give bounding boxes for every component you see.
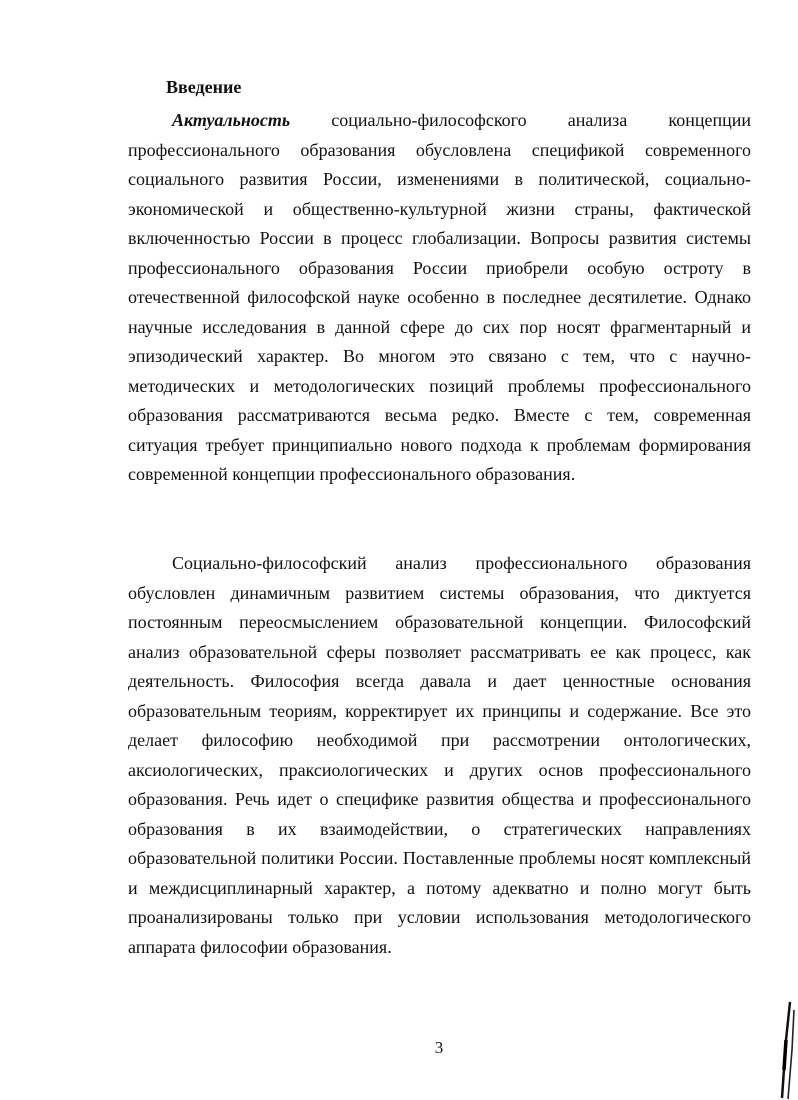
page-number: 3 — [434, 1038, 444, 1057]
paragraph-2 — [128, 549, 751, 962]
margin-scan-mark — [768, 1000, 798, 1100]
paragraph-1-text: социально-философского анализа концепции профессионального образования обусловлена спецификой современного социального развития России, изменениями в политической, социально-экономической и общественно-культурной жизни страны, фактической включенностью России в процесс глобализации. Вопросы развития системы профессионального образования России приобрели особую остроту в отечественной философской науке особенно в последнее десятилетие. Однако научные исследования в данной сфере до сих пор носят фрагментарный и эпизодический характер. Во многом это связано с тем, что с научно-методических и методологических позиций проблемы профессионального образования рассматриваются весьма редко. Вместе с тем, современная ситуация требует принципиально нового подхода к проблемам формирования современной концепции профессионального образования. — [128, 110, 751, 484]
paragraph-2-text: Социально-философский анализ профессионального образования обусловлен динамичным развитием системы образования, что диктуется постоянным переосмыслением образовательной концепции. Философский анализ образовательной сферы позволяет рассматривать ее как процесс, как деятельность. Философия всегда давала и дает ценностные основания образовательным теориям, корректирует их принципы и содержание. Все это делает философию необходимой при рассмотрении онтологических, аксиологических, праксиологических и других основ профессионального образования. Речь идет о специфике развития общества и профессионального образования в их взаимодействии, о стратегических направлениях образовательной политики России. Поставленные проблемы носят комплексный и междисциплинарный характер, а потому адекватно и полно могут быть проанализированы только при условии использования методологического аппарата философии образования. — [128, 553, 751, 957]
section-heading: Введение — [166, 77, 242, 97]
paragraph-1-lead-word: Актуальность — [172, 110, 291, 130]
paragraph-1 — [128, 106, 751, 490]
